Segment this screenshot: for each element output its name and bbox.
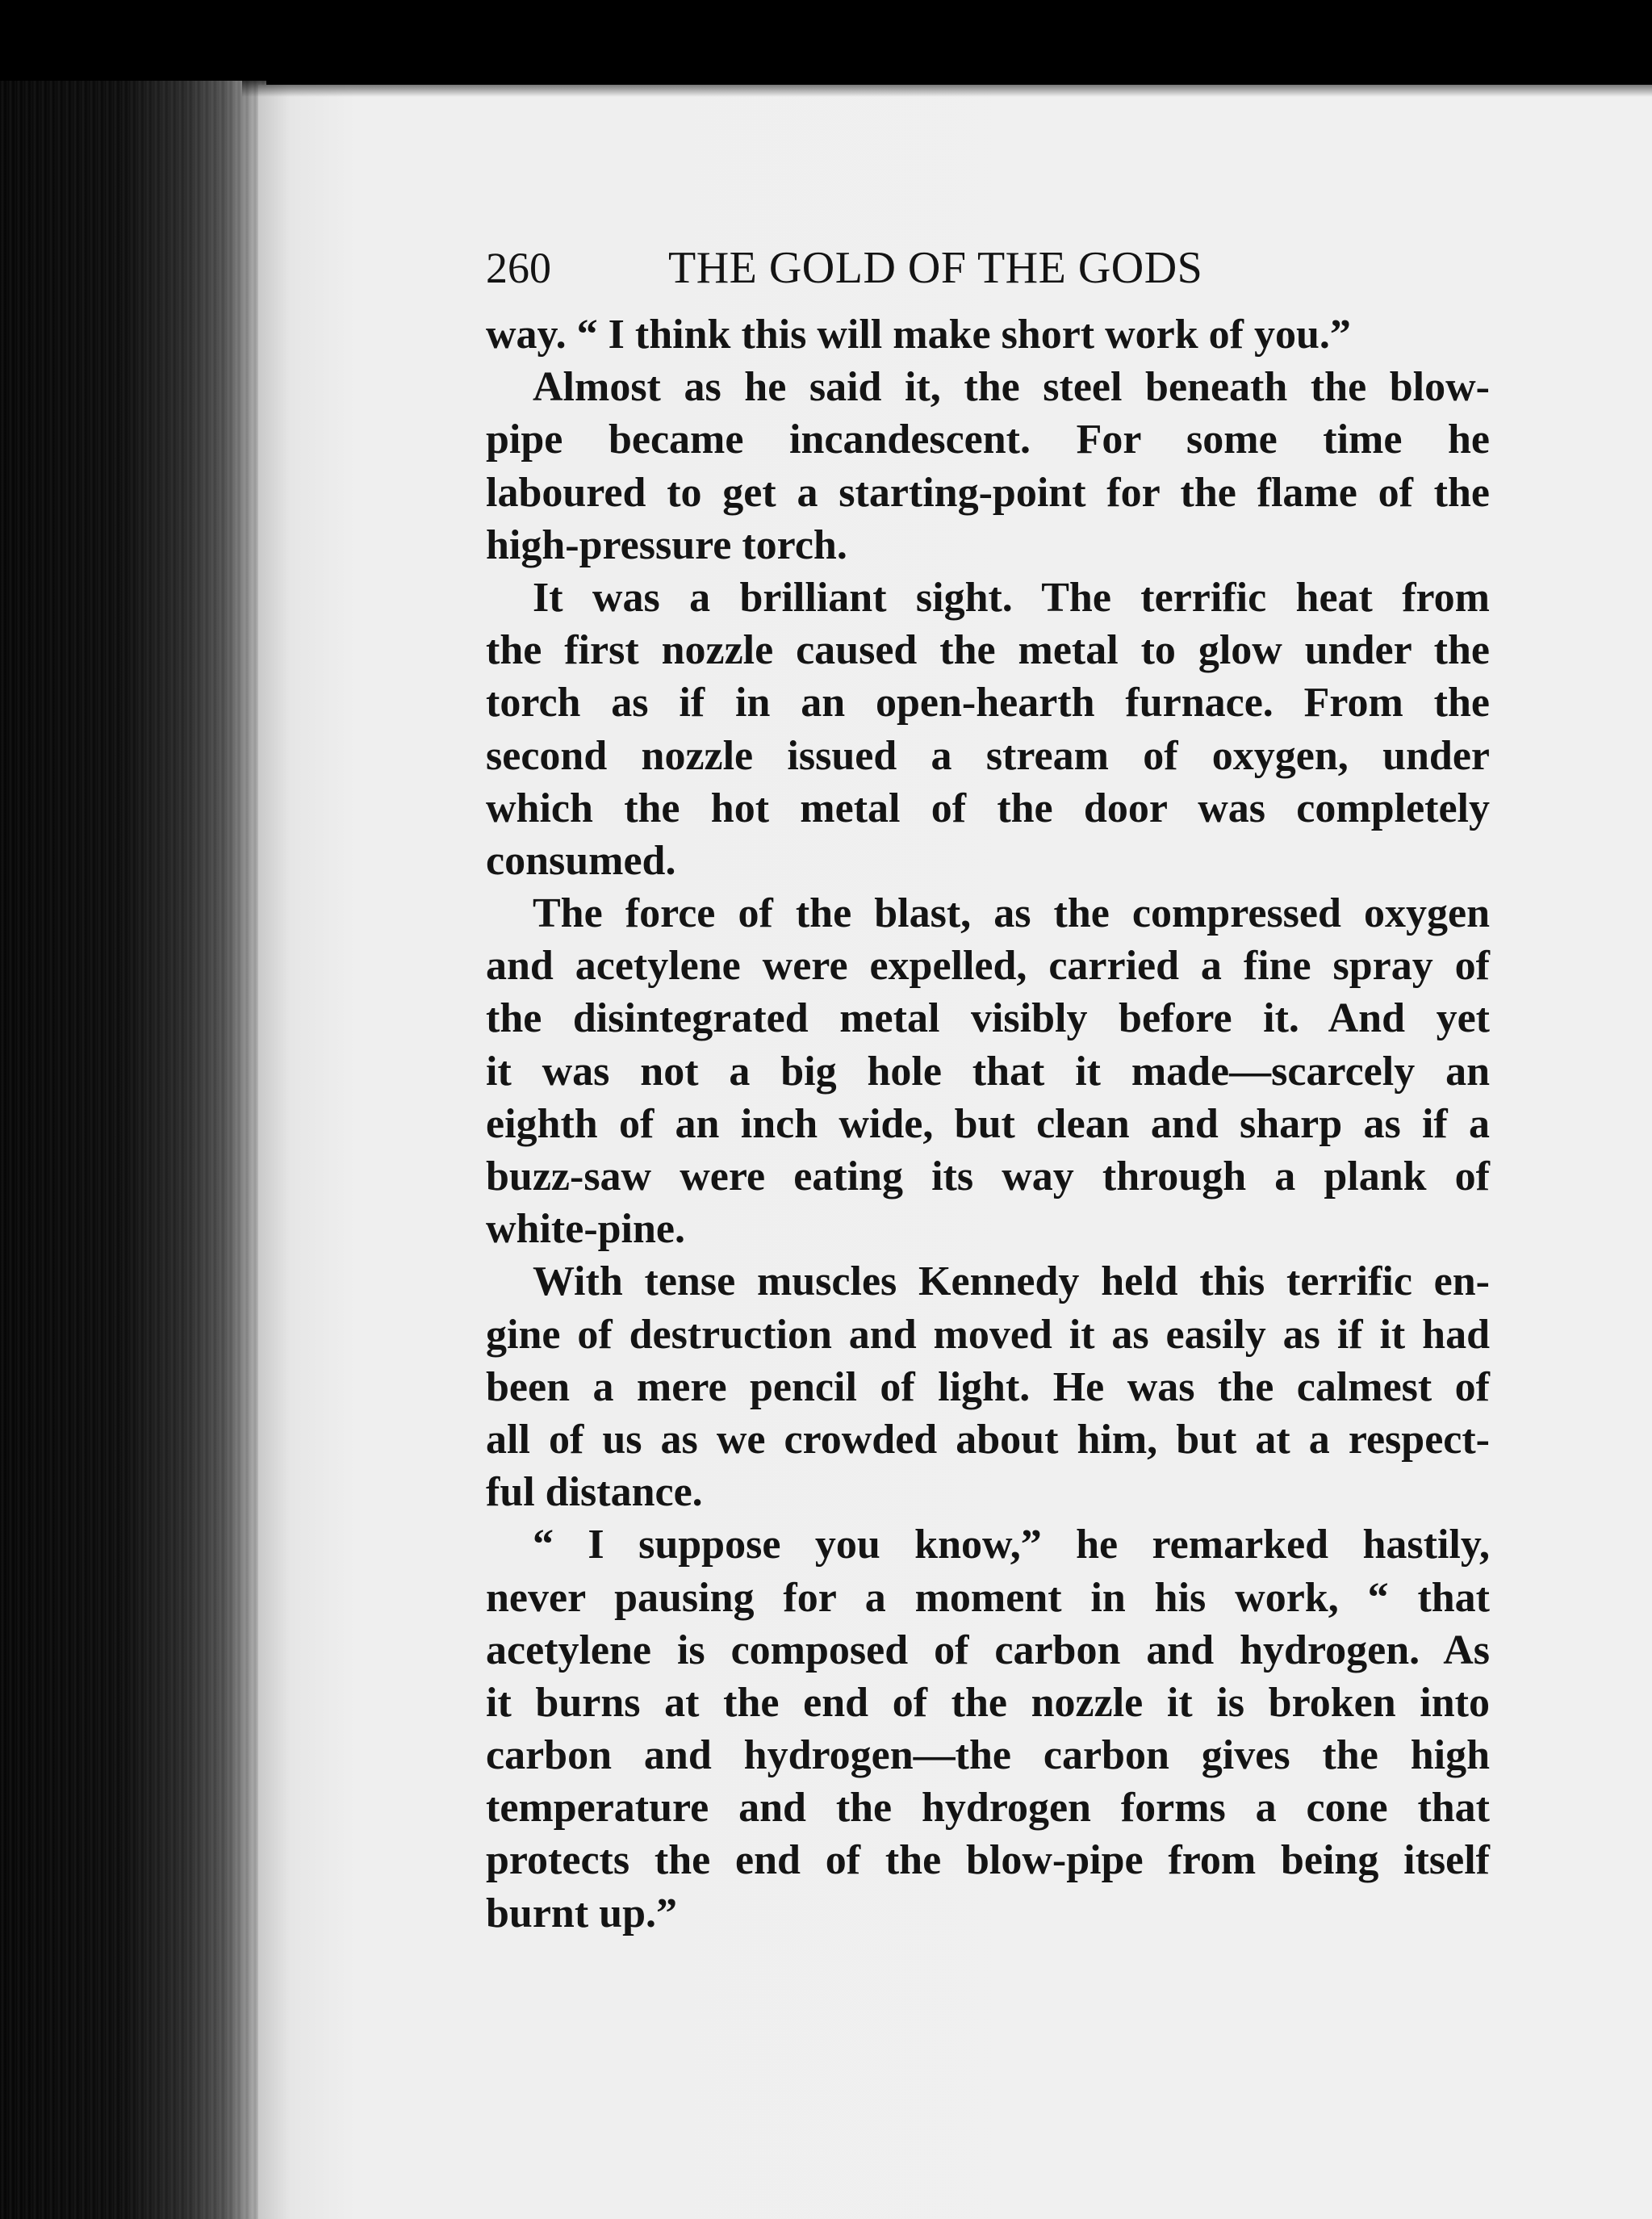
text-line: carbon and hydrogen—the carbon gives the high <box>486 1732 1490 1779</box>
text-line: it was not a big hole that it made—scarcely an <box>486 1048 1490 1095</box>
text-line: eighth of an inch wide, but clean and sharp as if a <box>486 1100 1490 1147</box>
text-line: It was a brilliant sight. The terrific heat from <box>533 574 1490 621</box>
running-head <box>486 242 1490 307</box>
book-gutter <box>0 81 266 2219</box>
page-number: 260 <box>486 244 551 292</box>
text-line: gine of destruction and moved it as easily as if it had <box>486 1311 1490 1358</box>
body-text <box>486 308 1490 1940</box>
text-line: been a mere pencil of light. He was the calmest of <box>486 1363 1490 1410</box>
text-line: all of us as we crowded about him, but at a respect- <box>486 1416 1490 1463</box>
text-line: burnt up.” <box>486 1890 677 1936</box>
text-line: With tense muscles Kennedy held this terrific en- <box>533 1258 1490 1305</box>
text-line: laboured to get a starting-point for the flame of the <box>486 469 1490 516</box>
text-line: which the hot metal of the door was completely <box>486 785 1490 831</box>
text-line: it burns at the end of the nozzle it is broken into <box>486 1679 1490 1726</box>
text-line: protects the end of the blow-pipe from being itself <box>486 1837 1490 1884</box>
text-line: never pausing for a moment in his work, “ that <box>486 1574 1490 1621</box>
text-line: high-pressure torch. <box>486 521 847 568</box>
text-line: The force of the blast, as the compressed oxygen <box>533 890 1490 937</box>
text-line: consumed. <box>486 837 676 884</box>
text-line: Almost as he said it, the steel beneath the blow- <box>533 364 1490 411</box>
text-line: torch as if in an open-hearth furnace. From the <box>486 680 1490 726</box>
text-line: the disintegrated metal visibly before it. And yet <box>486 995 1490 1042</box>
text-line: acetylene is composed of carbon and hydrogen. As <box>486 1627 1490 1673</box>
text-line: second nozzle issued a stream of oxygen, under <box>486 732 1490 779</box>
book-title: THE GOLD OF THE GODS <box>668 243 1203 293</box>
page-top-shadow <box>242 73 1652 97</box>
text-line: and acetylene were expelled, carried a fine spray of <box>486 943 1490 990</box>
text-line: the first nozzle caused the metal to glow under the <box>486 627 1490 674</box>
text-line: white-pine. <box>486 1206 685 1253</box>
text-line: way. “ I think this will make short work of you.” <box>486 312 1351 358</box>
text-block <box>486 242 1490 1940</box>
text-line: pipe became incandescent. For some time he <box>486 417 1490 463</box>
text-line: temperature and the hydrogen forms a cone that <box>486 1785 1490 1832</box>
text-line: buzz-saw were eating its way through a plank of <box>486 1153 1490 1200</box>
text-line: “ I suppose you know,” he remarked hastily, <box>533 1522 1490 1568</box>
text-line: ful distance. <box>486 1469 703 1516</box>
